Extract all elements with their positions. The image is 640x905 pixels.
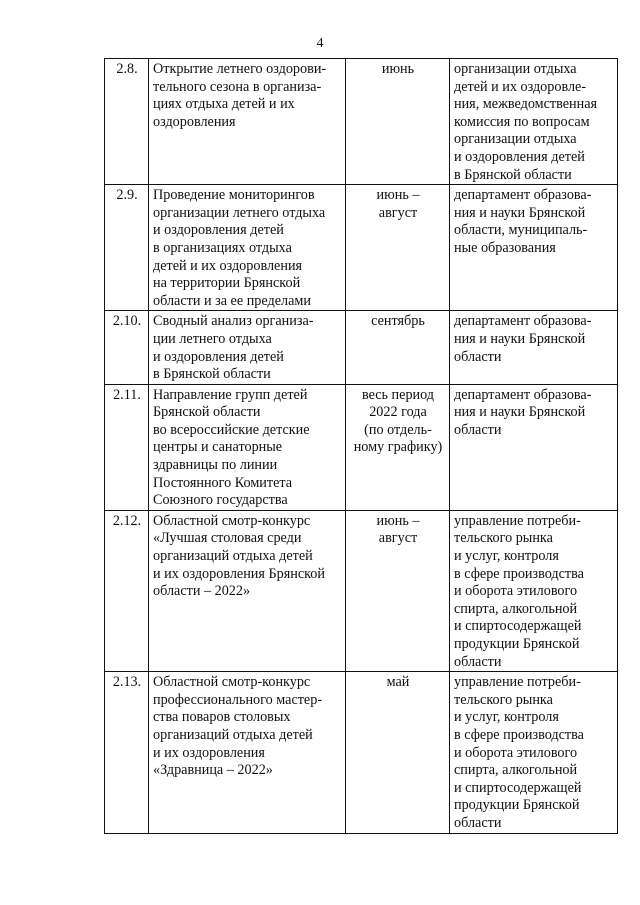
table-row [105,311,618,384]
term-cell: май [346,672,450,833]
responsible-cell: департамент образова- ния и науки Брянской области [450,311,618,384]
term-cell: июнь – август [346,510,450,671]
item-number: 2.9. [105,185,149,311]
event-cell: Областной смотр-конкурс профессионального мастер- ства поваров столовых организаций отдыха детей и их оздоровления «Здравница – 2022» [149,672,346,833]
responsible-cell: управление потреби- тельского рынка и услуг, контроля в сфере производства и оборота этилового спирта, алкогольной и спиртосодержащей продукции Брянской области [450,672,618,833]
term-cell: июнь – август [346,185,450,311]
event-cell: Областной смотр-конкурс «Лучшая столовая среди организаций отдыха детей и их оздоровления Брянской области – 2022» [149,510,346,671]
page-number: 4 [316,36,324,51]
table-row [105,59,618,185]
plan-table [104,58,618,834]
table-row [105,384,618,510]
event-cell: Направление групп детей Брянской области во всероссийские детские центры и санаторные здравницы по линии Постоянного Комитета Союзного государства [149,384,346,510]
responsible-cell: департамент образова- ния и науки Брянской области [450,384,618,510]
responsible-cell: управление потреби- тельского рынка и услуг, контроля в сфере производства и оборота этилового спирта, алкогольной и спиртосодержащей продукции Брянской области [450,510,618,671]
table-row [105,510,618,671]
responsible-cell: организации отдыха детей и их оздоровле- ния, межведомственная комиссия по вопросам организации отдыха и оздоровления детей в Брянской области [450,59,618,185]
responsible-cell: департамент образова- ния и науки Брянской области, муниципаль- ные образования [450,185,618,311]
term-cell: весь период 2022 года (по отдель- ному графику) [346,384,450,510]
item-number: 2.13. [105,672,149,833]
item-number: 2.11. [105,384,149,510]
term-cell: июнь [346,59,450,185]
item-number: 2.12. [105,510,149,671]
event-cell: Проведение мониторингов организации летнего отдыха и оздоровления детей в организациях отдыха детей и их оздоровления на территории Брянской области и за ее пределами [149,185,346,311]
event-cell: Открытие летнего оздорови- тельного сезона в организа- циях отдыха детей и их оздоровления [149,59,346,185]
table-row [105,185,618,311]
term-cell: сентябрь [346,311,450,384]
item-number: 2.10. [105,311,149,384]
event-cell: Сводный анализ организа- ции летнего отдыха и оздоровления детей в Брянской области [149,311,346,384]
item-number: 2.8. [105,59,149,185]
table-row [105,672,618,833]
